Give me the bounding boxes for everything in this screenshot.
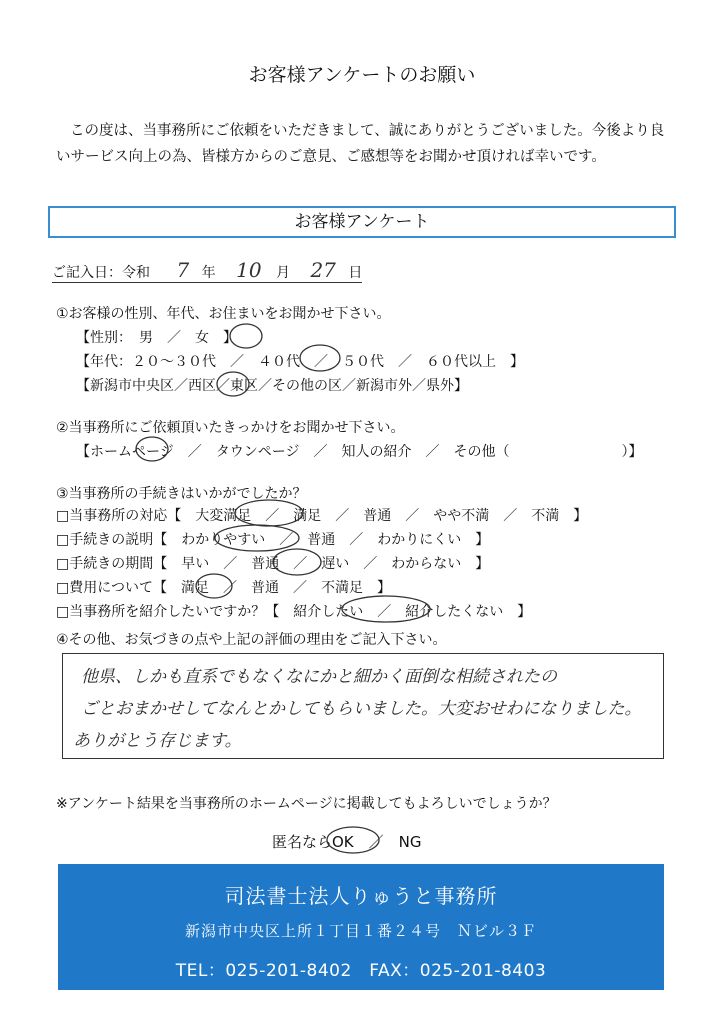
date-month-unit: 月 [276, 265, 290, 281]
publish-answer: 匿名ならOK ／ NG [272, 833, 422, 851]
firm-address: 新潟市中央区上所１丁目１番２４号 Ｎビル３Ｆ [184, 922, 537, 940]
page-title: お客様アンケートのお願い [248, 64, 476, 86]
footer-banner [58, 864, 664, 990]
q3-question: ③当事務所の手続きはいかがでしたか？ [56, 486, 307, 502]
q3-row: □当事務所を紹介したいですか？【 紹介したい ／ 紹介したくない 】 [56, 604, 532, 620]
comment-line: ありがとう存じます。 [73, 731, 242, 751]
section-title: お客様アンケート [48, 206, 676, 238]
q3-row: □費用について【 満足 ／ 普通 ／ 不満足 】 [56, 580, 391, 596]
intro-text: この度は、当事務所にご依頼をいただきまして、誠にありがとうございました。今後より良いサービス向上の為、皆様方からのご意見、ご感想等をお聞かせ頂ければ幸いです。 [56, 123, 665, 165]
date-day: 27 [310, 258, 336, 282]
date-day-unit: 日 [348, 265, 363, 281]
q4-question: ④その他、お気づきの点や上記の評価の理由をご記入下さい。 [56, 632, 447, 648]
q1-question: ①お客様の性別、年代、お住まいをお聞かせ下さい。 [56, 306, 391, 322]
firm-name: 司法書士法人りゅうと事務所 [224, 884, 498, 908]
q3-row: □手続きの期間【 早い ／ 普通 ／ 遅い ／ わからない 】 [56, 556, 490, 572]
comment-line: ごとおまかせしてなんとかしてもらいました。大変おせわになりました。 [81, 699, 642, 719]
publish-question: ※アンケート結果を当事務所のホームページに掲載してもよろしいでしょうか？ [56, 796, 557, 812]
q1-area: 【新潟市中央区／西区／東区／その他の区／新潟市外／県外】 [76, 378, 468, 394]
date-month: 10 [236, 258, 262, 282]
date-line [52, 258, 362, 283]
q1-gender: 【性別： 男 ／ 女 】 [76, 330, 237, 346]
q1-age: 【年代：２０～３０代 ／ ４０代 ／ ５０代 ／ ６０代以上 】 [76, 354, 524, 370]
q3-row: □手続きの説明【 わかりやすい ／ 普通 ／ わかりにくい 】 [56, 532, 490, 548]
q3-row: □当事務所の対応【 大変満足 ／ 満足 ／ 普通 ／ やや不満 ／ 不満 】 [56, 508, 588, 524]
q2-question: ②当事務所にご依頼頂いたきっかけをお聞かせ下さい。 [56, 420, 405, 436]
comment-line: 他県、しかも直系でもなくなにかと細かく面倒な相続されたの [81, 667, 557, 687]
date-year-unit: 年 [201, 265, 216, 281]
date-label: ご記入日：令和 [52, 265, 150, 281]
date-year: 7 [176, 258, 190, 282]
firm-contact: TEL：025-201-8402 FAX：025-201-8403 [175, 961, 547, 981]
q2-options: 【ホームページ ／ タウンページ ／ 知人の紹介 ／ その他（ ）】 [76, 444, 643, 460]
comment-box [62, 653, 664, 759]
